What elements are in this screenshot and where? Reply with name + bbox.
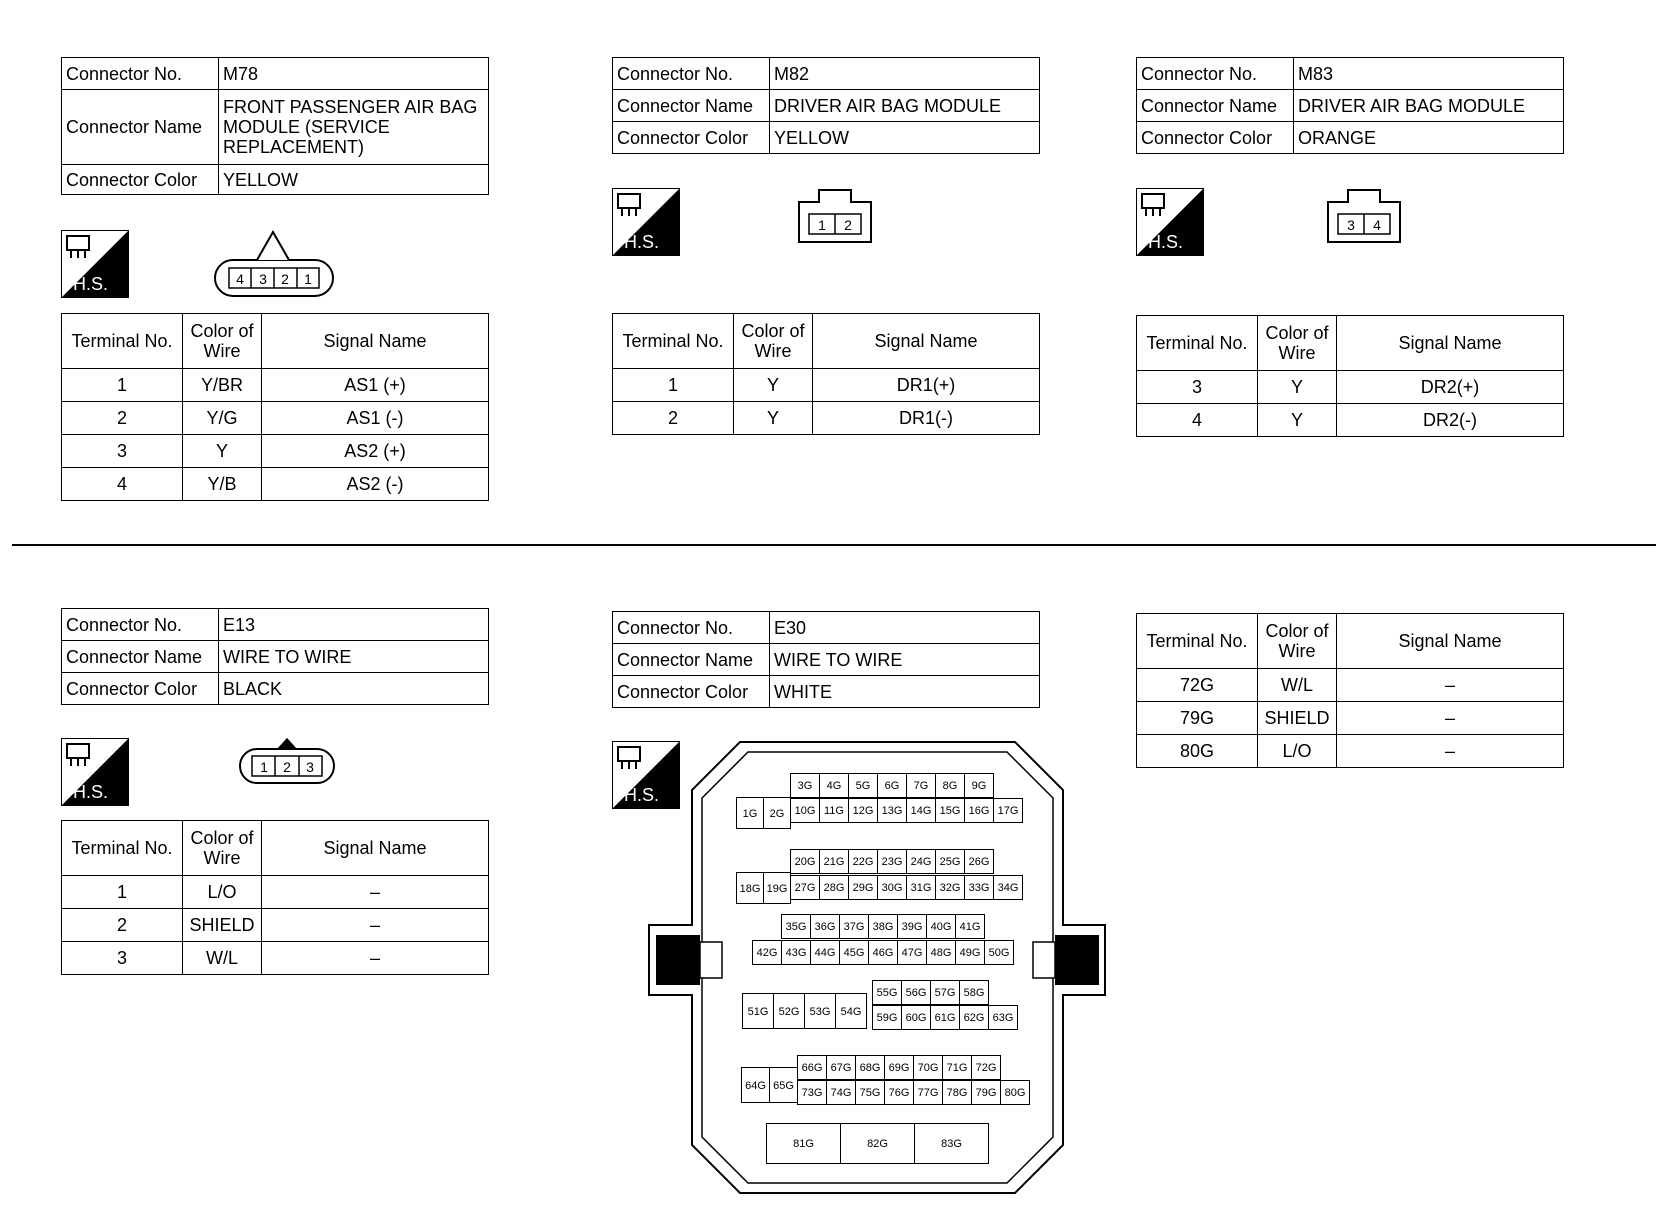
e30-pin-label: 67G [826, 1055, 856, 1080]
m82-connector-face [797, 188, 873, 244]
table-row: 1 Y/BR AS1 (+) [62, 369, 489, 402]
e30-pin-label: 33G [964, 875, 994, 900]
m78-pin-label: 1 [304, 271, 312, 287]
e13-pin-label: 2 [283, 759, 291, 775]
table-row: 80G L/O – [1137, 735, 1564, 768]
header-signal-name: Signal Name [1337, 316, 1564, 371]
table-row: 3 W/L – [62, 942, 489, 975]
m82-connector-no: M82 [770, 58, 1040, 90]
hs-harness-side-icon [1136, 188, 1204, 256]
e13-terminal-table [61, 820, 489, 975]
label-connector-color: Connector Color [613, 122, 770, 154]
e30-pin-label: 69G [884, 1055, 914, 1080]
e30-pin-label: 16G [964, 798, 994, 823]
e30-pin-label: 27G [790, 875, 820, 900]
e30-pin-label: 23G [877, 849, 907, 874]
table-row: 1 Y DR1(+) [613, 369, 1040, 402]
e30-pin-label: 52G [773, 993, 805, 1029]
e30-pin-label: 24G [906, 849, 936, 874]
header-signal-name: Signal Name [262, 314, 489, 369]
e30-pin-label: 39G [897, 914, 927, 939]
hs-badge-label: H.S. [73, 274, 109, 294]
table-row: 4 Y/B AS2 (-) [62, 468, 489, 501]
e30-pin-label: 31G [906, 875, 936, 900]
e30-pin-label: 20G [790, 849, 820, 874]
e30-pin-label: 5G [848, 773, 878, 798]
m78-pin-label: 3 [259, 271, 267, 287]
m83-connector-face [1326, 188, 1402, 244]
e30-pin-label: 35G [781, 914, 811, 939]
e30-pin-label: 66G [797, 1055, 827, 1080]
e30-pin-label: 41G [955, 914, 985, 939]
m78-connector-no: M78 [219, 58, 489, 90]
e30-connector-color: WHITE [770, 676, 1040, 708]
m82-info-table [612, 57, 1040, 154]
label-connector-no: Connector No. [62, 609, 219, 641]
e30-pin-label: 36G [810, 914, 840, 939]
e30-pin-label: 12G [848, 798, 878, 823]
header-color-of-wire: Color of Wire [734, 314, 813, 369]
m82-pin-label: 1 [818, 217, 826, 233]
e30-info-table [612, 611, 1040, 708]
hs-harness-side-icon [612, 188, 680, 256]
e30-pin-label: 48G [926, 940, 956, 965]
e30-pin-label: 13G [877, 798, 907, 823]
table-row: 3 Y AS2 (+) [62, 435, 489, 468]
label-connector-color: Connector Color [613, 676, 770, 708]
header-color-of-wire: Color of Wire [1258, 614, 1337, 669]
table-row: 2 Y/G AS1 (-) [62, 402, 489, 435]
table-row: 1 L/O – [62, 876, 489, 909]
label-connector-name: Connector Name [1137, 90, 1294, 122]
e30-pin-label: 80G [1000, 1080, 1030, 1105]
m82-pin-label: 2 [844, 217, 852, 233]
e30-pin-label: 62G [959, 1005, 989, 1030]
m83-connector-name: DRIVER AIR BAG MODULE [1294, 90, 1564, 122]
section-divider [12, 544, 1656, 546]
e30-terminal-table [1136, 613, 1564, 768]
e30-pin-label: 43G [781, 940, 811, 965]
e30-pin-label: 59G [872, 1005, 902, 1030]
e30-pin-label: 55G [872, 980, 902, 1005]
hs-badge-label: H.S. [73, 782, 109, 802]
e13-connector-color: BLACK [219, 673, 489, 705]
e30-pin-label: 76G [884, 1080, 914, 1105]
e30-pin-label: 74G [826, 1080, 856, 1105]
header-signal-name: Signal Name [262, 821, 489, 876]
m78-info-table [61, 57, 489, 195]
label-connector-name: Connector Name [613, 644, 770, 676]
table-row: 2 SHIELD – [62, 909, 489, 942]
m78-connector-name: FRONT PASSENGER AIR BAG MODULE (SERVICE REPLACEMENT) [219, 90, 489, 165]
hs-badge-label: H.S. [624, 785, 660, 805]
e30-pin-label: 28G [819, 875, 849, 900]
e30-pin-label: 78G [942, 1080, 972, 1105]
e30-pin-label: 65G [769, 1067, 798, 1103]
hs-badge-label: H.S. [624, 232, 660, 252]
e30-pin-label: 44G [810, 940, 840, 965]
e30-pin-label: 40G [926, 914, 956, 939]
e30-pin-label: 9G [964, 773, 994, 798]
e30-pin-label: 15G [935, 798, 965, 823]
e30-pin-label: 1G [736, 797, 764, 829]
header-color-of-wire: Color of Wire [183, 821, 262, 876]
e30-pin-label: 81G [766, 1123, 841, 1164]
hs-harness-side-icon [61, 230, 129, 298]
e30-pin-label: 42G [752, 940, 782, 965]
label-connector-color: Connector Color [1137, 122, 1294, 154]
e30-pin-label: 60G [901, 1005, 931, 1030]
e30-pin-label: 3G [790, 773, 820, 798]
header-terminal-no: Terminal No. [62, 314, 183, 369]
e30-pin-label: 68G [855, 1055, 885, 1080]
label-connector-no: Connector No. [62, 58, 219, 90]
e30-pin-label: 21G [819, 849, 849, 874]
e30-pin-label: 32G [935, 875, 965, 900]
e30-pin-label: 79G [971, 1080, 1001, 1105]
header-terminal-no: Terminal No. [62, 821, 183, 876]
header-terminal-no: Terminal No. [613, 314, 734, 369]
label-connector-name: Connector Name [613, 90, 770, 122]
e30-pin-label: 26G [964, 849, 994, 874]
e30-pin-label: 77G [913, 1080, 943, 1105]
m83-connector-color: ORANGE [1294, 122, 1564, 154]
e30-pin-label: 7G [906, 773, 936, 798]
table-row: 72G W/L – [1137, 669, 1564, 702]
m83-pin-label: 3 [1347, 217, 1355, 233]
hs-badge-label: H.S. [1148, 232, 1184, 252]
e30-pin-label: 73G [797, 1080, 827, 1105]
e30-pin-label: 2G [763, 797, 791, 829]
m78-terminal-table [61, 313, 489, 501]
e30-pin-label: 30G [877, 875, 907, 900]
label-connector-no: Connector No. [613, 58, 770, 90]
e30-pin-label: 47G [897, 940, 927, 965]
table-row: 3 Y DR2(+) [1137, 371, 1564, 404]
e30-pin-label: 17G [993, 798, 1023, 823]
m82-connector-name: DRIVER AIR BAG MODULE [770, 90, 1040, 122]
label-connector-name: Connector Name [62, 90, 219, 165]
e13-info-table [61, 608, 489, 705]
e30-pin-label: 46G [868, 940, 898, 965]
e30-pin-label: 70G [913, 1055, 943, 1080]
e30-pin-label: 29G [848, 875, 878, 900]
e13-connector-name: WIRE TO WIRE [219, 641, 489, 673]
m83-pin-label: 4 [1373, 217, 1381, 233]
label-connector-color: Connector Color [62, 673, 219, 705]
header-color-of-wire: Color of Wire [183, 314, 262, 369]
header-signal-name: Signal Name [1337, 614, 1564, 669]
label-connector-color: Connector Color [62, 165, 219, 195]
m78-pin-label: 4 [236, 271, 244, 287]
header-color-of-wire: Color of Wire [1258, 316, 1337, 371]
m82-connector-color: YELLOW [770, 122, 1040, 154]
header-signal-name: Signal Name [813, 314, 1040, 369]
e30-pin-label: 54G [835, 993, 867, 1029]
m78-pin-label: 2 [281, 271, 289, 287]
e30-connector-name: WIRE TO WIRE [770, 644, 1040, 676]
e13-connector-no: E13 [219, 609, 489, 641]
e30-pin-label: 71G [942, 1055, 972, 1080]
e30-pin-label: 72G [971, 1055, 1001, 1080]
table-row: 2 Y DR1(-) [613, 402, 1040, 435]
header-terminal-no: Terminal No. [1137, 614, 1258, 669]
e30-pin-label: 57G [930, 980, 960, 1005]
e30-pin-label: 56G [901, 980, 931, 1005]
e30-pin-label: 51G [742, 993, 774, 1029]
e30-pin-label: 50G [984, 940, 1014, 965]
e30-pin-label: 11G [819, 798, 849, 823]
m83-terminal-table [1136, 315, 1564, 437]
e30-pin-label: 75G [855, 1080, 885, 1105]
e30-pin-label: 61G [930, 1005, 960, 1030]
e30-pin-label: 53G [804, 993, 836, 1029]
e30-pin-label: 25G [935, 849, 965, 874]
e30-pin-label: 22G [848, 849, 878, 874]
m82-terminal-table [612, 313, 1040, 435]
e30-pin-label: 8G [935, 773, 965, 798]
table-row: 79G SHIELD – [1137, 702, 1564, 735]
e30-pin-label: 34G [993, 875, 1023, 900]
e13-connector-face [238, 735, 336, 787]
m78-connector-color: YELLOW [219, 165, 489, 195]
m83-info-table [1136, 57, 1564, 154]
e30-pin-label: 10G [790, 798, 820, 823]
e30-pin-label: 6G [877, 773, 907, 798]
m78-connector-face [213, 230, 335, 300]
e30-pin-label: 82G [840, 1123, 915, 1164]
e30-pin-label: 63G [988, 1005, 1018, 1030]
label-connector-no: Connector No. [613, 612, 770, 644]
label-connector-name: Connector Name [62, 641, 219, 673]
e30-pin-label: 37G [839, 914, 869, 939]
label-connector-no: Connector No. [1137, 58, 1294, 90]
e13-pin-label: 1 [260, 759, 268, 775]
e30-pin-label: 49G [955, 940, 985, 965]
table-row: 4 Y DR2(-) [1137, 404, 1564, 437]
e30-pin-label: 19G [763, 872, 791, 904]
e30-pin-label: 45G [839, 940, 869, 965]
e30-pin-label: 14G [906, 798, 936, 823]
e30-pin-label: 4G [819, 773, 849, 798]
header-terminal-no: Terminal No. [1137, 316, 1258, 371]
e30-pin-label: 83G [914, 1123, 989, 1164]
m83-connector-no: M83 [1294, 58, 1564, 90]
e30-pin-label: 18G [736, 872, 764, 904]
e30-pin-label: 38G [868, 914, 898, 939]
e13-pin-label: 3 [306, 759, 314, 775]
e30-pin-label: 58G [959, 980, 989, 1005]
hs-harness-side-icon [61, 738, 129, 806]
e30-pin-label: 64G [741, 1067, 770, 1103]
e30-connector-no: E30 [770, 612, 1040, 644]
